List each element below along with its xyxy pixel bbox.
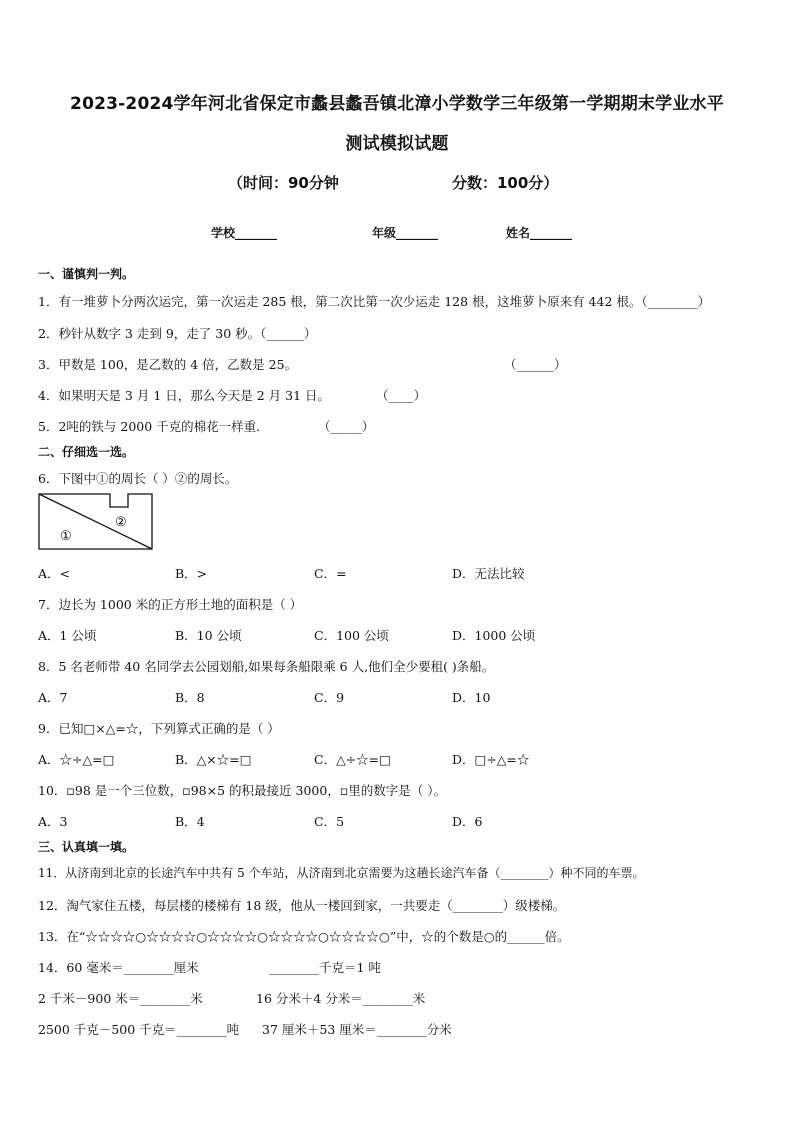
question-14-part-a: 14．60 毫米＝________厘米 [38,960,199,975]
q8-option-d[interactable]: D．10 [452,690,491,705]
question-7: 7．边长为 1000 米的正方形土地的面积是（ ） [38,597,303,612]
q6-option-b[interactable]: B．> [175,566,208,581]
question-2: 2．秒针从数字 3 走到 9，走了 30 秒。（______） [38,326,317,341]
q10-option-b[interactable]: B．4 [175,814,205,829]
question-4: 4．如果明天是 3 月 1 日，那么今天是 2 月 31 日。 [38,388,331,403]
q8-option-a[interactable]: A．7 [38,690,68,705]
grade-field[interactable]: 年级_______ [372,226,439,240]
q6-option-c[interactable]: C．= [314,566,347,581]
question-5-answer-blank[interactable]: （_____） [318,419,375,434]
question-3: 3．甲数是 100，是乙数的 4 倍，乙数是 25。 [38,357,298,372]
question-12: 12．淘气家住五楼，每层楼的楼梯有 18 级，他从一楼回到家，一共要走（________）级楼梯。 [38,898,566,913]
question-11: 11．从济南到北京的长途汽车中共有 5 个车站，从济南到北京需要为这趟长途汽车备（________）种不同的车票。 [38,866,645,880]
question-5: 5．2吨的铁与 2000 千克的棉花一样重． [38,419,269,434]
q8-option-b[interactable]: B．8 [175,690,205,705]
perimeter-figure [38,493,156,551]
q7-option-b[interactable]: B．10 公顷 [175,628,242,643]
section-3-heading: 三、认真填一填。 [38,840,135,854]
exam-title-line1: 2023-2024学年河北省保定市蠡县蠡吾镇北漳小学数学三年级第一学期期末学业水平 [70,94,724,114]
q6-option-d[interactable]: D．无法比较 [452,566,525,581]
school-field[interactable]: 学校_______ [211,226,278,240]
question-14-part-b: ________千克＝1 吨 [269,960,381,975]
question-1: 1．有一堆萝卜分两次运完，第一次运走 285 根，第二次比第一次少运走 128 根，这堆萝卜原来有 442 根。（________） [38,294,711,309]
question-14-part-d: 16 分米＋4 分米＝________米 [256,991,426,1006]
q9-option-c[interactable]: C．△÷☆=□ [314,752,391,767]
q7-option-c[interactable]: C．100 公顷 [314,628,389,643]
question-4-answer-blank[interactable]: （____） [376,388,427,403]
figure-label-2: ② [115,515,127,530]
question-6: 6．下图中①的周长（ ）②的周长。 [38,471,238,486]
question-8: 8．5 名老师带 40 名同学去公园划船,如果每条船限乘 6 人,他们全少要租( )条船。 [38,659,495,674]
q10-option-d[interactable]: D．6 [452,814,483,829]
q10-option-a[interactable]: A．3 [38,814,68,829]
question-13: 13．在“☆☆☆☆○☆☆☆☆○☆☆☆☆○☆☆☆☆○☆☆☆☆○”中，☆的个数是○的______倍。 [38,929,570,944]
q9-option-a[interactable]: A．☆÷△=□ [38,752,115,767]
exam-title-line2: 测试模拟试题 [345,134,449,154]
q6-option-a[interactable]: A．< [38,566,71,581]
q10-option-c[interactable]: C．5 [314,814,345,829]
q7-option-a[interactable]: A．1 公顷 [38,628,97,643]
q9-option-b[interactable]: B．△×☆=□ [175,752,252,767]
q8-option-c[interactable]: C．9 [314,690,345,705]
question-10: 10．▫98 是一个三位数，▫98×5 的积最接近 3000，▫里的数字是（ ）。 [38,783,447,798]
figure-label-1: ① [60,529,72,544]
question-14-part-c: 2 千米－900 米＝________米 [38,991,203,1006]
q7-option-d[interactable]: D．1000 公顷 [452,628,536,643]
exam-score: 分数：100分） [452,174,559,192]
question-3-answer-blank[interactable]: （______） [504,357,567,372]
question-14-part-e: 2500 千克－500 千克＝________吨 [38,1022,240,1037]
section-2-heading: 二、仔细选一选。 [38,445,135,459]
q9-option-d[interactable]: D．□÷△=☆ [452,752,530,767]
name-field[interactable]: 姓名_______ [506,226,573,240]
question-14-part-f: 37 厘米＋53 厘米＝________分米 [262,1022,452,1037]
exam-time: （时间：90分钟 [228,174,339,192]
section-1-heading: 一、谨慎判一判。 [38,267,135,281]
question-9: 9．已知□×△=☆，下列算式正确的是（ ） [38,721,280,736]
